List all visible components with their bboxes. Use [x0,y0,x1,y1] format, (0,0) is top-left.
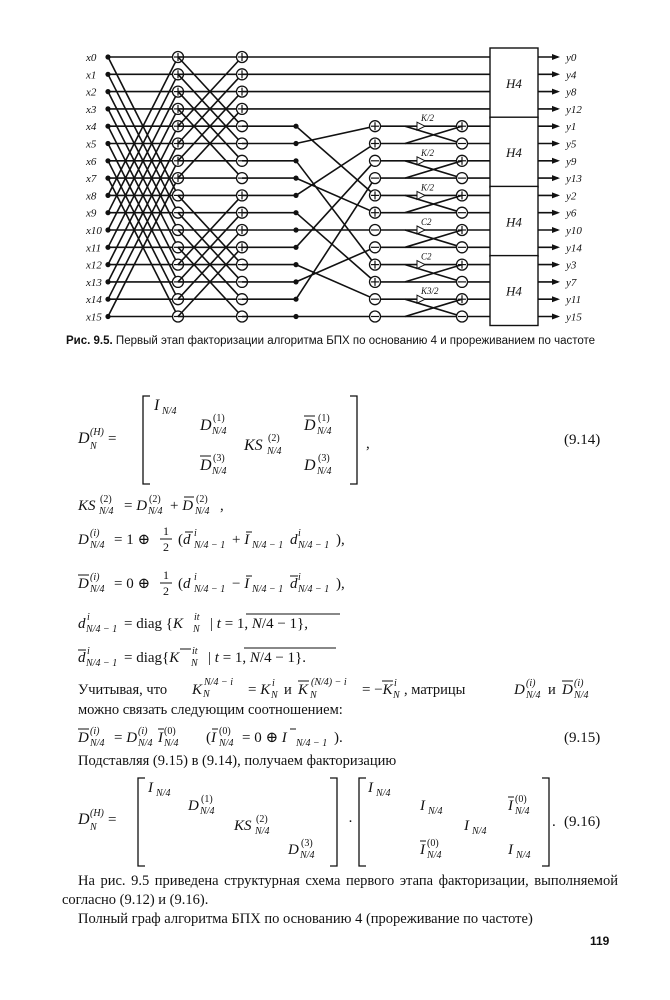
svg-text:d: d [78,650,86,666]
input-label: x12 [86,259,102,272]
arrow-head [552,262,560,268]
output-label: y12 [566,103,582,116]
svg-text:D: D [78,730,89,746]
svg-text:N/4 − 1: N/4 − 1 [298,540,330,551]
arrow-head [552,296,560,302]
eq-number-9-14: (9.14) [564,432,601,448]
output-label: y3 [566,259,577,272]
svg-text:(1): (1) [213,413,225,424]
input-label: x5 [86,138,97,151]
arrow-head [552,89,560,95]
svg-text:− I: − I [232,576,250,592]
svg-text:N/4: N/4 [428,806,443,817]
svg-text:KS: KS [234,818,252,834]
output-label: y11 [566,294,582,307]
arrow-head [552,227,560,233]
svg-text:(0): (0) [515,794,527,805]
svg-text:D: D [78,532,89,548]
svg-text:I: I [464,818,469,834]
svg-text:(2): (2) [256,814,268,825]
svg-text:N: N [90,822,97,833]
svg-text:it: it [194,612,200,623]
svg-text:i: i [194,528,197,539]
svg-text:N/4 − i: N/4 − i [204,677,233,688]
svg-text:N/4: N/4 [317,466,332,477]
svg-text:I: I [158,730,163,746]
svg-text:(i): (i) [574,678,584,689]
svg-text:N/4: N/4 [317,426,332,437]
svg-text:N/4: N/4 [90,738,105,749]
svg-text:N/4: N/4 [138,738,153,749]
svg-text:= 1 ⊕: = 1 ⊕ [114,532,151,548]
cross-wire [296,144,375,196]
svg-text:N/4 − 1: N/4 − 1 [86,658,118,669]
svg-text:(H): (H) [90,427,104,438]
svg-text:N/4 − 1: N/4 − 1 [194,584,226,595]
svg-text:D: D [304,457,316,474]
and-label: и [284,682,292,698]
svg-text:N: N [310,690,317,701]
svg-text:I: I [148,780,153,796]
svg-text:| t = 1, N/4 − 1},: | t = 1, N/4 − 1}, [210,616,308,632]
arrow-head [552,192,560,198]
given-line [0,672,670,720]
input-label: x13 [86,276,102,289]
input-label: x11 [86,242,102,255]
input-label: x0 [86,52,97,64]
svg-text:,: , [220,498,224,514]
svg-text:D: D [78,811,90,828]
input-label: x3 [86,103,97,116]
svg-text:(2): (2) [100,494,112,505]
svg-text:N/4: N/4 [90,584,105,595]
svg-text:(i): (i) [138,726,148,737]
multiplier-triangle [417,157,425,165]
svg-text:N/4: N/4 [267,446,282,457]
page-number: 119 [590,934,610,948]
output-label: y2 [566,190,577,203]
svg-text:(0): (0) [427,838,439,849]
substitution-line: Подставляя (9.15) в (9.14), получаем факторизацию [78,753,397,769]
svg-text:1: 1 [163,568,169,582]
svg-text:1: 1 [163,524,169,538]
svg-text:N/4 − 1: N/4 − 1 [296,738,328,749]
svg-text:(I: (I [206,730,216,746]
svg-text:i: i [298,572,301,583]
input-label: x2 [86,86,97,99]
input-label: x7 [86,173,97,186]
svg-text:KS: KS [78,498,96,514]
svg-text:K: K [298,682,309,698]
svg-text:I: I [420,842,425,858]
svg-text:(i): (i) [90,528,100,539]
svg-text:N/4: N/4 [219,738,234,749]
svg-text:D: D [304,417,316,434]
arrow-head [552,141,560,147]
svg-text:N/4 − 1: N/4 − 1 [298,584,330,595]
svg-text:N/4: N/4 [164,738,179,749]
arrow-head [552,158,560,164]
cross-wire [296,213,375,282]
arrow-head [552,244,560,250]
svg-text:D: D [78,430,90,447]
svg-text:(1): (1) [318,413,330,424]
arrow-head [552,106,560,112]
svg-text:= 0 ⊕: = 0 ⊕ [114,576,151,592]
arrow-head [552,175,560,181]
svg-text:D: D [200,457,212,474]
svg-text:N/4: N/4 [574,690,589,701]
svg-text:N/4: N/4 [515,806,530,817]
svg-text:(i): (i) [90,572,100,583]
svg-text:N/4: N/4 [526,690,541,701]
svg-text:N/4: N/4 [156,788,171,799]
output-label: y15 [566,311,582,324]
input-label: x15 [86,311,102,324]
output-label: y7 [566,276,577,289]
svg-text:N: N [203,689,210,700]
h4-label: H4 [506,75,522,91]
arrow-head [552,71,560,77]
definitions-block [0,492,670,672]
caption-label: Рис. 9.5. [66,335,113,347]
multiplier-triangle [417,261,425,269]
svg-text:=: = [108,431,117,447]
svg-text:(3): (3) [318,453,330,464]
svg-text:it: it [192,646,198,657]
output-label: y4 [566,69,577,82]
svg-text:(3): (3) [213,453,225,464]
svg-text:N: N [271,690,278,701]
svg-text:N: N [393,690,400,701]
svg-text:N/4: N/4 [376,788,391,799]
svg-text:| t = 1, N/4 − 1}.: | t = 1, N/4 − 1}. [208,650,306,666]
svg-text:N/4: N/4 [300,850,315,861]
svg-text:N: N [90,441,97,452]
cross-wire [296,126,375,143]
svg-text:),: ), [336,532,345,548]
svg-text:N/4: N/4 [472,826,487,837]
svg-text:(2): (2) [149,494,161,505]
cross-wire [296,161,375,265]
multiplier-triangle [417,191,425,199]
svg-text:D: D [514,682,525,698]
twiddle-label: K/2 [421,113,435,124]
svg-text:K: K [192,682,203,698]
svg-text:2: 2 [163,540,169,554]
svg-text:i: i [272,678,275,689]
svg-text:= −K: = −K [362,682,393,698]
svg-text:D: D [562,682,573,698]
twiddle-label: C2 [421,251,432,262]
svg-text:N/4: N/4 [99,506,114,517]
svg-text:(N/4) − i: (N/4) − i [311,677,347,688]
svg-text:.: . [552,814,556,830]
twiddle-label: K3/2 [421,286,439,297]
svg-text:KS: KS [244,437,263,454]
output-label: y9 [566,155,577,168]
caption-text: Первый этап факторизации алгоритма БПХ по основанию 4 и прореживанием по частоте [115,335,596,347]
given-label: Учитывая, что [78,682,168,698]
cross-wire [296,247,375,282]
svg-text:I: I [508,798,513,814]
svg-text:= D: = D [114,730,138,746]
svg-text:= 0 ⊕ I: = 0 ⊕ I [242,730,287,746]
svg-text:N/4: N/4 [427,850,442,861]
svg-text:= diag {K: = diag {K [124,616,183,632]
input-label: x14 [86,294,102,307]
svg-text:(d: (d [178,576,191,592]
svg-text:= diag{K: = diag{K [124,650,180,666]
h4-label: H4 [506,283,522,299]
svg-text:N/4: N/4 [200,806,215,817]
svg-text:i: i [87,612,90,623]
h4-label: H4 [506,214,522,230]
svg-text:N/4: N/4 [212,426,227,437]
signal-flow-graph [0,0,670,335]
input-label: x4 [86,121,97,134]
svg-text:·: · [348,814,353,830]
svg-text:i: i [87,646,90,657]
svg-text:(H): (H) [90,808,104,819]
input-label: x9 [86,207,97,220]
svg-text:N/4: N/4 [212,466,227,477]
twiddle-label: K/2 [421,147,435,158]
eq-number-9-16: (9.16) [564,814,601,830]
svg-text:N/4: N/4 [162,406,177,417]
svg-text:N/4 − 1: N/4 − 1 [194,540,226,551]
output-label: y0 [566,52,577,64]
equation-9-15 [0,720,670,752]
svg-text:(i): (i) [526,678,536,689]
svg-text:D: D [78,576,89,592]
input-label: x6 [86,155,97,168]
svg-text:i: i [194,572,197,583]
svg-text:N/4: N/4 [516,850,531,861]
svg-text:D: D [288,842,299,858]
matrix-equation-9-16 [0,772,670,872]
arrow-head [552,54,560,60]
svg-text:D: D [188,798,199,814]
svg-text:,: , [366,436,370,452]
twiddle-label: C2 [421,217,432,227]
paragraph-figure-reference: На рис. 9.5 приведена структурная схема первого этапа факторизации, выполняемой согласно (9.12) и (9.16). [62,873,618,908]
svg-text:(2): (2) [268,433,280,444]
output-label: y5 [566,138,577,151]
svg-text:i: i [298,528,301,539]
cross-wire [296,126,375,195]
svg-text:=: = [108,812,117,828]
multiplier-triangle [417,122,425,130]
svg-text:i: i [394,678,397,689]
cross-wire [296,161,375,248]
svg-text:I: I [154,397,160,414]
svg-text:N: N [191,658,198,669]
svg-text:D: D [200,417,212,434]
output-label: y10 [566,225,582,237]
svg-text:N: N [193,624,200,635]
svg-text:(2): (2) [196,494,208,505]
svg-text:).: ). [334,730,343,746]
output-label: y6 [566,207,577,220]
arrow-head [552,314,560,320]
svg-text:= D: = D [124,498,148,514]
svg-text:(0): (0) [164,726,176,737]
svg-text:d: d [290,576,298,592]
svg-text:+ I: + I [232,532,250,548]
svg-text:(0): (0) [219,726,231,737]
matrices-label: , матрицы [404,682,466,698]
svg-text:N/4 − 1: N/4 − 1 [252,540,284,551]
svg-text:N/4: N/4 [255,826,270,837]
svg-text:= K: = K [248,682,271,698]
svg-text:N/4 − 1: N/4 − 1 [86,624,118,635]
eq-number-9-15: (9.15) [564,730,601,746]
output-label: y13 [566,173,582,186]
multiplier-triangle [417,226,425,234]
paragraph-full-graph: Полный граф алгоритма БПХ по основанию 4 (прореживание по частоте) [78,911,533,927]
arrow-head [552,210,560,216]
svg-text:N/4: N/4 [195,506,210,517]
svg-text:I: I [508,842,513,858]
input-label: x8 [86,190,97,203]
svg-text:(d: (d [178,532,191,548]
svg-text:d: d [290,532,298,548]
twiddle-label: K/2 [421,182,435,193]
output-label: y1 [566,121,577,134]
arrow-head [552,123,560,129]
svg-text:I: I [368,780,373,796]
svg-text:),: ), [336,576,345,592]
svg-text:N/4: N/4 [90,540,105,551]
svg-text:I: I [420,798,425,814]
multiplier-triangle [417,295,425,303]
matrix-equation-9-14 [0,388,670,498]
output-label: y14 [566,242,582,255]
svg-text:d: d [78,616,86,632]
svg-text:(1): (1) [201,794,213,805]
figure-caption [66,334,626,348]
svg-text:(i): (i) [90,726,100,737]
h4-label: H4 [506,145,522,161]
svg-text:и: и [548,682,556,698]
output-label: y8 [566,86,577,99]
input-label: x1 [86,69,97,82]
svg-text:(3): (3) [301,838,313,849]
svg-text:N/4: N/4 [148,506,163,517]
arrow-head [552,279,560,285]
relation-text: можно связать следующим соотношением: [78,702,343,718]
input-label: x10 [86,225,102,237]
svg-text:N/4 − 1: N/4 − 1 [252,584,284,595]
svg-text:2: 2 [163,584,169,598]
svg-text:+ D: + D [170,498,194,514]
